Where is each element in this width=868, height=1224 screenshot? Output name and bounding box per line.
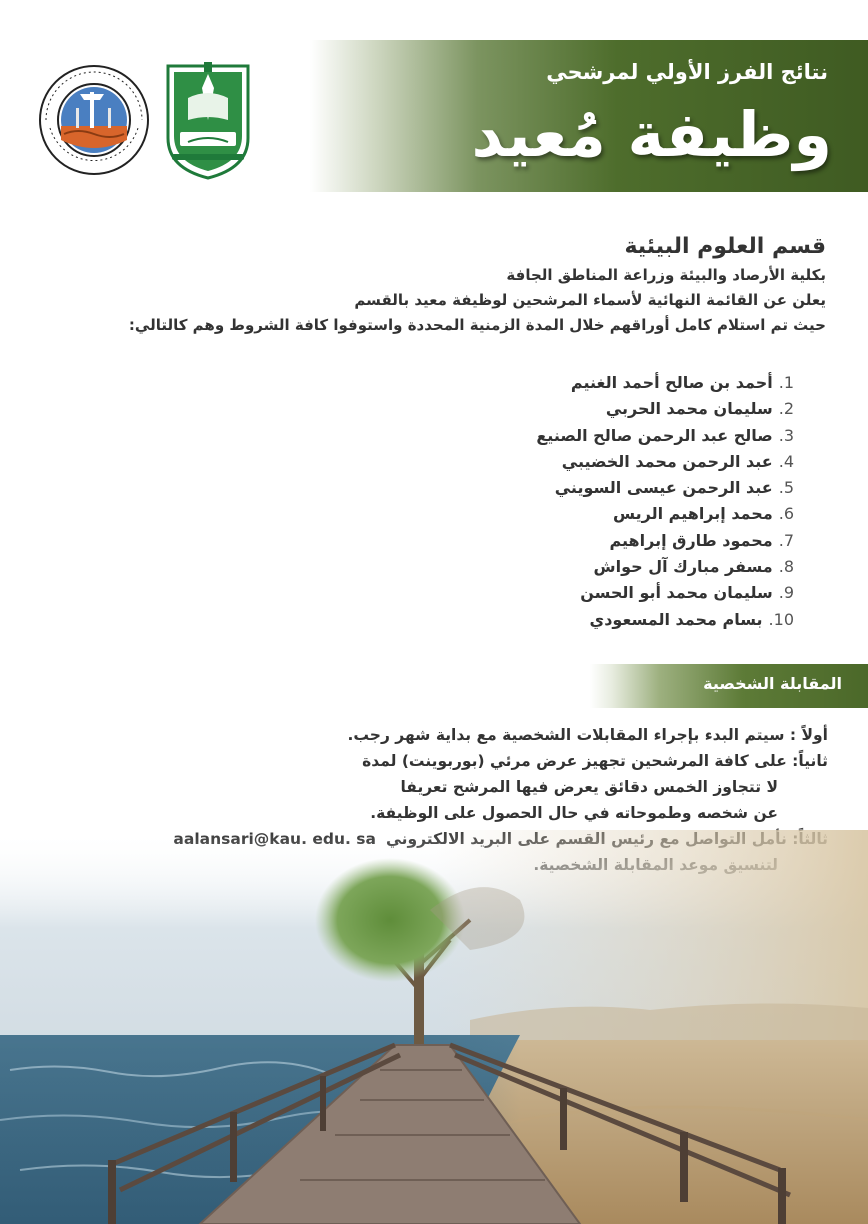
banner-title: وظيفة مُعيد	[471, 98, 832, 171]
item-number: 4.	[778, 451, 794, 471]
item-number: 5.	[778, 478, 794, 498]
intro-block	[129, 234, 826, 338]
item-number: 8.	[778, 557, 794, 577]
candidates-list	[536, 370, 794, 633]
item-number: 6.	[778, 504, 794, 524]
intro-line: بكلية الأرصاد والبيئة وزراعة المناطق الجافة	[506, 266, 826, 284]
candidate-name: محمد إبراهيم الريس	[613, 504, 773, 524]
candidate-name: سليمان محمد الحربي	[605, 399, 773, 419]
candidate-name: عبد الرحمن عيسى السويني	[554, 478, 773, 498]
list-item	[536, 475, 794, 501]
interview-header-label: المقابلة الشخصية	[703, 674, 842, 693]
interview-second-line: ثانياً: على كافة المرشحين تجهيز عرض مرئي (بوربوينت) لمدة	[362, 752, 828, 770]
list-item	[536, 528, 794, 554]
interview-second-line: لا تتجاوز الخمس دقائق يعرض فيها المرشح تعريفا	[400, 778, 778, 796]
item-number: 1.	[778, 373, 794, 392]
item-number: 10.	[768, 609, 794, 629]
item-number: 2.	[778, 399, 794, 419]
kau-logo	[158, 58, 258, 182]
candidate-name: مسفر مبارك آل حواش	[593, 557, 773, 577]
list-item	[536, 501, 794, 527]
interview-section-header	[590, 664, 868, 708]
candidate-name: صالح عبد الرحمن صالح الصنيع	[536, 425, 773, 445]
sea-desert-pier-image	[0, 830, 868, 1224]
list-item	[536, 370, 794, 396]
item-number: 3.	[778, 425, 794, 445]
intro-line: يعلن عن القائمة النهائية لأسماء المرشحين لوظيفة معيد بالقسم	[354, 291, 826, 309]
list-item	[536, 423, 794, 449]
intro-line: حيث تم استلام كامل أوراقهم خلال المدة الزمنية المحددة واستوفوا كافة الشروط وهم كالتالي:	[128, 316, 826, 334]
candidate-name: محمود طارق إبراهيم	[609, 530, 773, 550]
faculty-meteorology-logo	[38, 64, 150, 176]
header-banner	[310, 40, 868, 192]
list-item	[536, 449, 794, 475]
item-number: 9.	[778, 583, 794, 603]
candidate-name: بسام محمد المسعودي	[589, 609, 763, 629]
candidate-name: سليمان محمد أبو الحسن	[580, 583, 773, 603]
department-name: قسم العلوم البيئية	[624, 234, 826, 259]
list-item	[536, 580, 794, 606]
interview-first: أولاً : سيتم البدء بإجراء المقابلات الشخصية مع بداية شهر رجب.	[347, 726, 828, 744]
item-number: 7.	[778, 530, 794, 550]
list-item	[536, 554, 794, 580]
candidate-name: أحمد بن صالح أحمد الغنيم	[570, 373, 773, 392]
candidate-name: عبد الرحمن محمد الخضيبي	[561, 451, 773, 471]
list-item	[536, 396, 794, 422]
banner-subtitle: نتائج الفرز الأولي لمرشحي	[546, 60, 828, 84]
interview-second-line: عن شخصه وطموحاته في حال الحصول على الوظيفة.	[370, 804, 778, 822]
list-item	[536, 607, 794, 633]
